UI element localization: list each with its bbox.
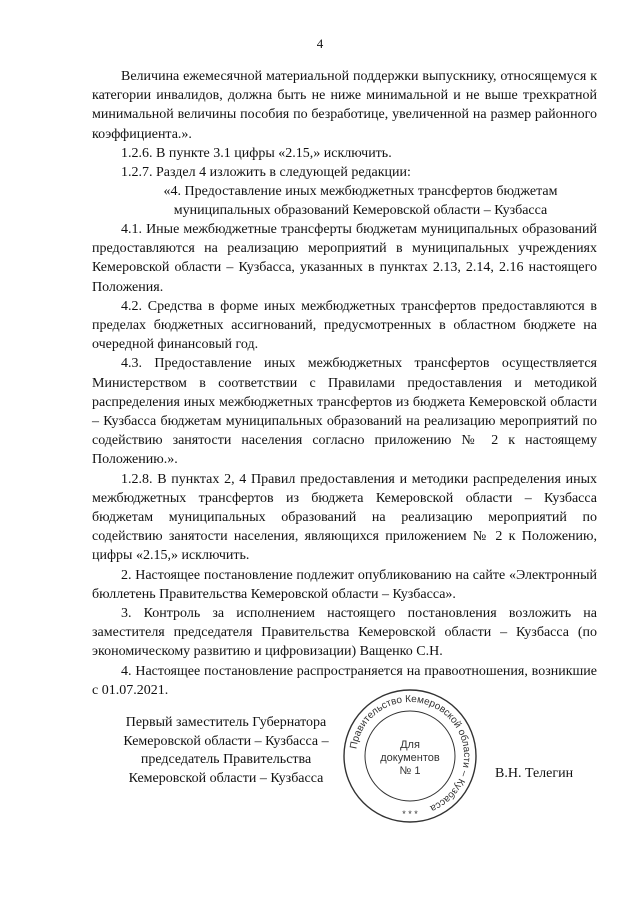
intro-block bbox=[92, 67, 597, 221]
official-stamp-icon bbox=[340, 686, 480, 826]
paragraph-4-3: 4.3. Предоставление иных межбюджетных трансфертов осуществляется Министерством в соответствии с Правилами предоставления и методикой распределения иных межбюджетных трансфертов из бюджета Кемеровской области – Кузбасса бюджетам муниципальных образований на реализацию мероприятий по содействию занятости населения согласно приложению № 2 к настоящему Положению.». bbox=[92, 356, 597, 468]
paragraph-1-2-7: 1.2.7. Раздел 4 изложить в следующей редакции: bbox=[121, 165, 411, 181]
paragraph-material-support: Величина ежемесячной материальной поддержки выпускнику, относящемуся к категории инвалидов, должна быть не ниже минимальной и не выше трехкратной минимальной величины пособия по безработице, увеличенной на размер районного коэффициента.». bbox=[92, 69, 597, 142]
stamp-line-3: № 1 bbox=[399, 765, 421, 777]
paragraph-1-2-6: 1.2.6. В пункте 3.1 цифры «2.15,» исключить. bbox=[121, 145, 392, 161]
section-4-heading: «4. Предоставление иных межбюджетных трансфертов бюджетам муниципальных образований Кемеровской области – Кузбасса bbox=[163, 184, 558, 219]
signer-name: В.Н. Телегин bbox=[495, 766, 574, 781]
signature-position-line-4: Кемеровской области – Кузбасса bbox=[128, 770, 324, 786]
stamp-line-1: Для bbox=[400, 739, 420, 751]
page-number: 4 bbox=[316, 36, 324, 51]
stamp-ring-text: Правительство Кемеровской области – Кузбасса bbox=[348, 693, 473, 814]
stamp-stars: * * * bbox=[402, 809, 418, 819]
stamp-line-2: документов bbox=[380, 752, 440, 764]
signature-position-line-3: председатель Правительства bbox=[140, 752, 312, 767]
paragraph-2-publication: 2. Настоящее постановление подлежит опубликованию на сайте «Электронный бюллетень Правительства Кемеровской области – Кузбасса». bbox=[92, 567, 597, 602]
signature-block bbox=[106, 714, 346, 788]
signature-position-line-2: Кемеровской области – Кузбасса – bbox=[123, 733, 329, 749]
main-body bbox=[92, 220, 597, 700]
paragraph-4-1: 4.1. Иные межбюджетные трансферты бюджетам муниципальных образований предоставляются на реализацию мероприятий в муниципальных учреждениях Кемеровской области – Кузбасса, указанных в пунктах 2.13, 2.14, 2.16 настоящего Положения. bbox=[92, 222, 597, 295]
paragraph-4-effective-date: 4. Настоящее постановление распространяется на правоотношения, возникшие с 01.07.2021. bbox=[92, 663, 597, 698]
paragraph-3-control: 3. Контроль за исполнением настоящего постановления возложить на заместителя председателя Правительства Кемеровской области – Кузбасса (по экономическому развитию и цифровизации) Ващенко С.Н. bbox=[92, 606, 597, 660]
signature-position-line-1: Первый заместитель Губернатора bbox=[125, 715, 327, 730]
paragraph-1-2-8: 1.2.8. В пунктах 2, 4 Правил предоставления и методики распределения иных межбюджетных трансфертов из бюджета Кемеровской области – Кузбасса бюджетам муниципальных образований на реализацию мероприятий по содействию занятости населения, являющихся приложением № 2 к Положению, цифры «2.15,» исключить. bbox=[92, 471, 597, 564]
paragraph-4-2: 4.2. Средства в форме иных межбюджетных трансфертов предоставляются в пределах бюджетных ассигнований, предусмотренных в областном бюджете на очередной финансовый год. bbox=[92, 298, 597, 353]
